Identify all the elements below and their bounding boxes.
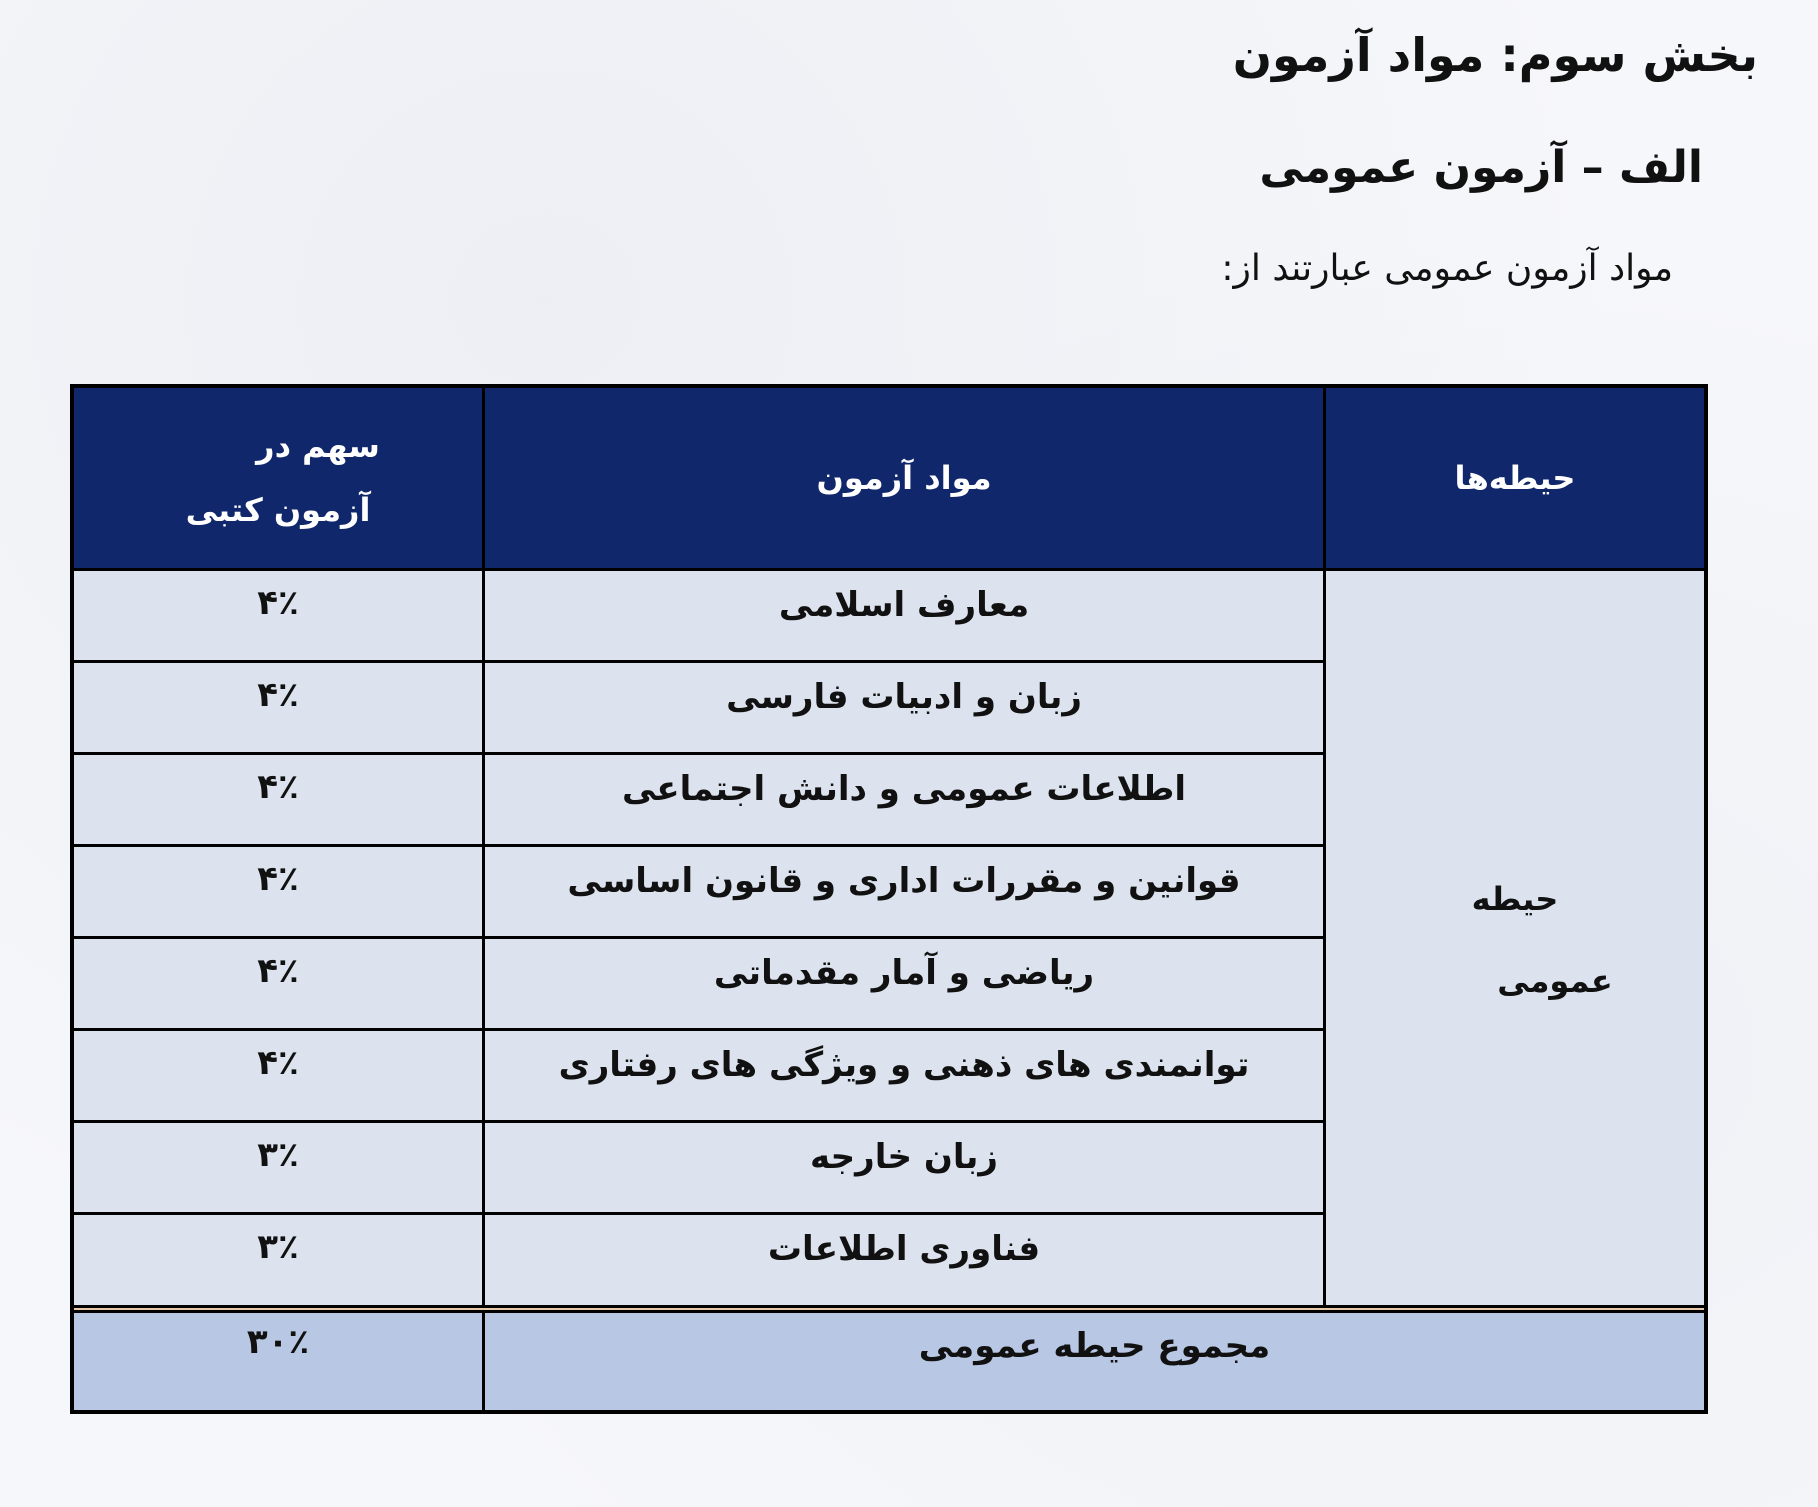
subject-share: ۳٪ — [257, 1227, 299, 1267]
subject-share: ۴٪ — [257, 583, 299, 623]
subject-name: اطلاعات عمومی و دانش اجتماعی — [621, 769, 1187, 809]
subject-cell — [485, 847, 1323, 936]
subject-name: فناوری اطلاعات — [767, 1229, 1041, 1269]
share-cell — [74, 755, 482, 844]
subject-cell — [485, 1215, 1323, 1304]
subject-cell — [485, 755, 1323, 844]
subject-share: ۴٪ — [257, 675, 299, 715]
header-share — [74, 388, 482, 568]
header-share-line1: سهم در — [256, 427, 380, 465]
subject-cell — [485, 939, 1323, 1028]
subsection-title: الف – آزمون عمومی — [1259, 142, 1703, 193]
total-label: مجموع حیطه عمومی — [918, 1326, 1271, 1366]
subject-name: معارف اسلامی — [778, 585, 1030, 625]
share-cell — [74, 571, 482, 660]
header-share-line2: آزمون کتبی — [185, 491, 371, 529]
intro-text: مواد آزمون عمومی عبارتند از: — [1221, 248, 1673, 289]
subject-cell — [485, 1123, 1323, 1212]
subject-name: زبان خارجه — [810, 1137, 998, 1177]
domain-label-line1: حیطه — [1471, 880, 1559, 918]
column-divider-share — [482, 388, 485, 1410]
subject-share: ۳٪ — [257, 1135, 299, 1175]
subject-share: ۴٪ — [257, 951, 299, 991]
column-divider-domain — [1323, 388, 1326, 1312]
subject-share: ۴٪ — [257, 1043, 299, 1083]
subject-share: ۴٪ — [257, 767, 299, 807]
total-top-line-2 — [74, 1310, 1704, 1313]
header-domains-label: حیطه‌ها — [1454, 459, 1576, 497]
subject-name: زبان و ادبیات فارسی — [726, 677, 1082, 717]
share-cell — [74, 939, 482, 1028]
share-cell — [74, 1215, 482, 1304]
share-cell — [74, 1123, 482, 1212]
share-cell — [74, 663, 482, 752]
subject-cell — [485, 571, 1323, 660]
subject-share: ۴٪ — [257, 859, 299, 899]
subject-name: ریاضی و آمار مقدماتی — [713, 953, 1095, 993]
total-share: ۳۰٪ — [246, 1322, 310, 1362]
subject-cell — [485, 663, 1323, 752]
section-title: بخش سوم: مواد آزمون — [1232, 28, 1758, 82]
share-cell — [74, 1031, 482, 1120]
domain-label-line2: عمومی — [1497, 962, 1613, 1000]
share-cell — [74, 847, 482, 936]
header-domains — [1326, 388, 1704, 568]
header-subjects-label: مواد آزمون — [816, 459, 992, 497]
subject-name: توانمندی های ذهنی و ویژگی های رفتاری — [558, 1045, 1250, 1085]
exam-subjects-table — [70, 384, 1708, 1414]
subject-name: قوانین و مقررات اداری و قانون اساسی — [567, 861, 1241, 901]
header-subjects — [485, 388, 1323, 568]
total-row-share — [74, 1312, 482, 1410]
total-row-label — [485, 1312, 1704, 1410]
domain-cell-general — [1326, 571, 1704, 1309]
header-bottom-line — [74, 568, 1704, 571]
subject-cell — [485, 1031, 1323, 1120]
